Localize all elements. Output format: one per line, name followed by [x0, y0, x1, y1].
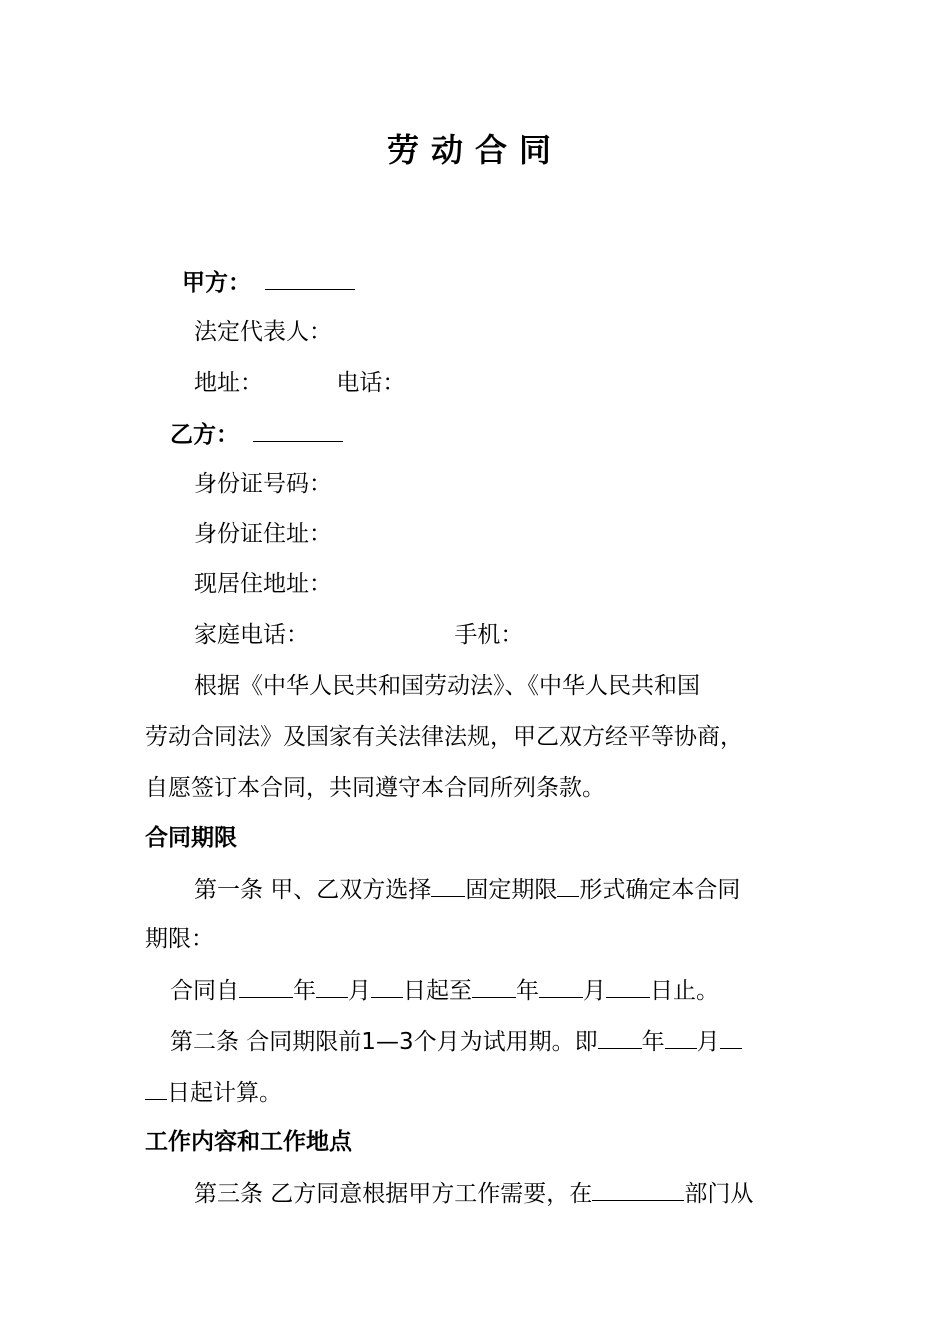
section-heading-work: 工作内容和工作地点: [145, 1129, 352, 1155]
party-b-line: [170, 417, 343, 452]
blank-day-end: [606, 973, 650, 998]
blank-year-start: [239, 973, 293, 998]
party-a-line: [182, 265, 355, 300]
blank-probation-year: [598, 1024, 642, 1049]
period-month-2: 月: [583, 978, 606, 1004]
article-1-text-a: 第一条 甲、乙双方选择: [194, 877, 432, 903]
section-heading-term: 合同期限: [145, 825, 237, 851]
article-2-month: 月: [696, 1029, 720, 1055]
article-3-text-b: 部门从: [684, 1181, 754, 1207]
article-2-text-b: 日起计算。: [167, 1080, 282, 1106]
blank-probation-day-b: [145, 1075, 167, 1100]
article-2-year: 年: [641, 1029, 665, 1055]
party-a-contact-line: [194, 366, 405, 400]
home-phone-label: 家庭电话：: [194, 622, 309, 648]
address-label: 地址：: [194, 370, 263, 396]
period-month-1: 月: [348, 978, 371, 1004]
party-b-label: 乙方：: [170, 422, 239, 448]
period-day-from: 日起至: [403, 978, 472, 1004]
article-1-line-1: [194, 872, 740, 907]
article-2-line-1: [170, 1024, 742, 1059]
preamble-line-1: 根据《中华人民共和国劳动法》、《中华人民共和国: [194, 673, 700, 699]
party-a-label: 甲方：: [182, 270, 251, 296]
blank: [557, 872, 579, 897]
article-1-line-2: 期限：: [145, 926, 214, 952]
blank-year-end: [472, 973, 516, 998]
article-1-term-type: 固定期限: [465, 877, 558, 903]
current-address-label: 现居住地址：: [194, 571, 332, 597]
article-3-text-a: 第三条 乙方同意根据甲方工作需要，在: [194, 1181, 593, 1207]
id-number-label: 身份证号码：: [194, 471, 332, 497]
blank-month-end: [539, 973, 583, 998]
period-year-2: 年: [516, 978, 539, 1004]
blank-probation-day-a: [720, 1024, 742, 1049]
period-from: 合同自: [170, 978, 239, 1004]
article-2-text-a: 第二条 合同期限前1—3个月为试用期。即: [170, 1029, 598, 1055]
period-day-to: 日止。: [650, 978, 719, 1004]
id-address-label: 身份证住址：: [194, 521, 332, 547]
article-3-line-1: [194, 1176, 753, 1211]
contract-period-line: [170, 973, 719, 1008]
party-b-blank: [253, 417, 343, 442]
phone-label: 电话：: [336, 370, 406, 396]
legal-rep-label: 法定代表人：: [194, 319, 332, 345]
party-b-phone-line: [194, 618, 523, 652]
preamble-line-3: 自愿签订本合同，共同遵守本合同所列条款。: [145, 775, 605, 801]
mobile-label: 手机：: [454, 622, 524, 648]
blank-department: [592, 1176, 684, 1201]
period-year-1: 年: [293, 978, 316, 1004]
document-title: 劳动合同: [386, 131, 563, 169]
preamble-line-2: 劳动合同法》及国家有关法律法规，甲乙双方经平等协商，: [145, 724, 743, 750]
article-2-line-2: [145, 1075, 282, 1110]
article-1-text-c: 形式确定本合同: [579, 877, 741, 903]
blank: [431, 872, 465, 897]
blank-month-start: [316, 973, 348, 998]
party-a-blank: [265, 265, 355, 290]
blank-probation-month: [665, 1024, 697, 1049]
blank-day-start: [371, 973, 403, 998]
